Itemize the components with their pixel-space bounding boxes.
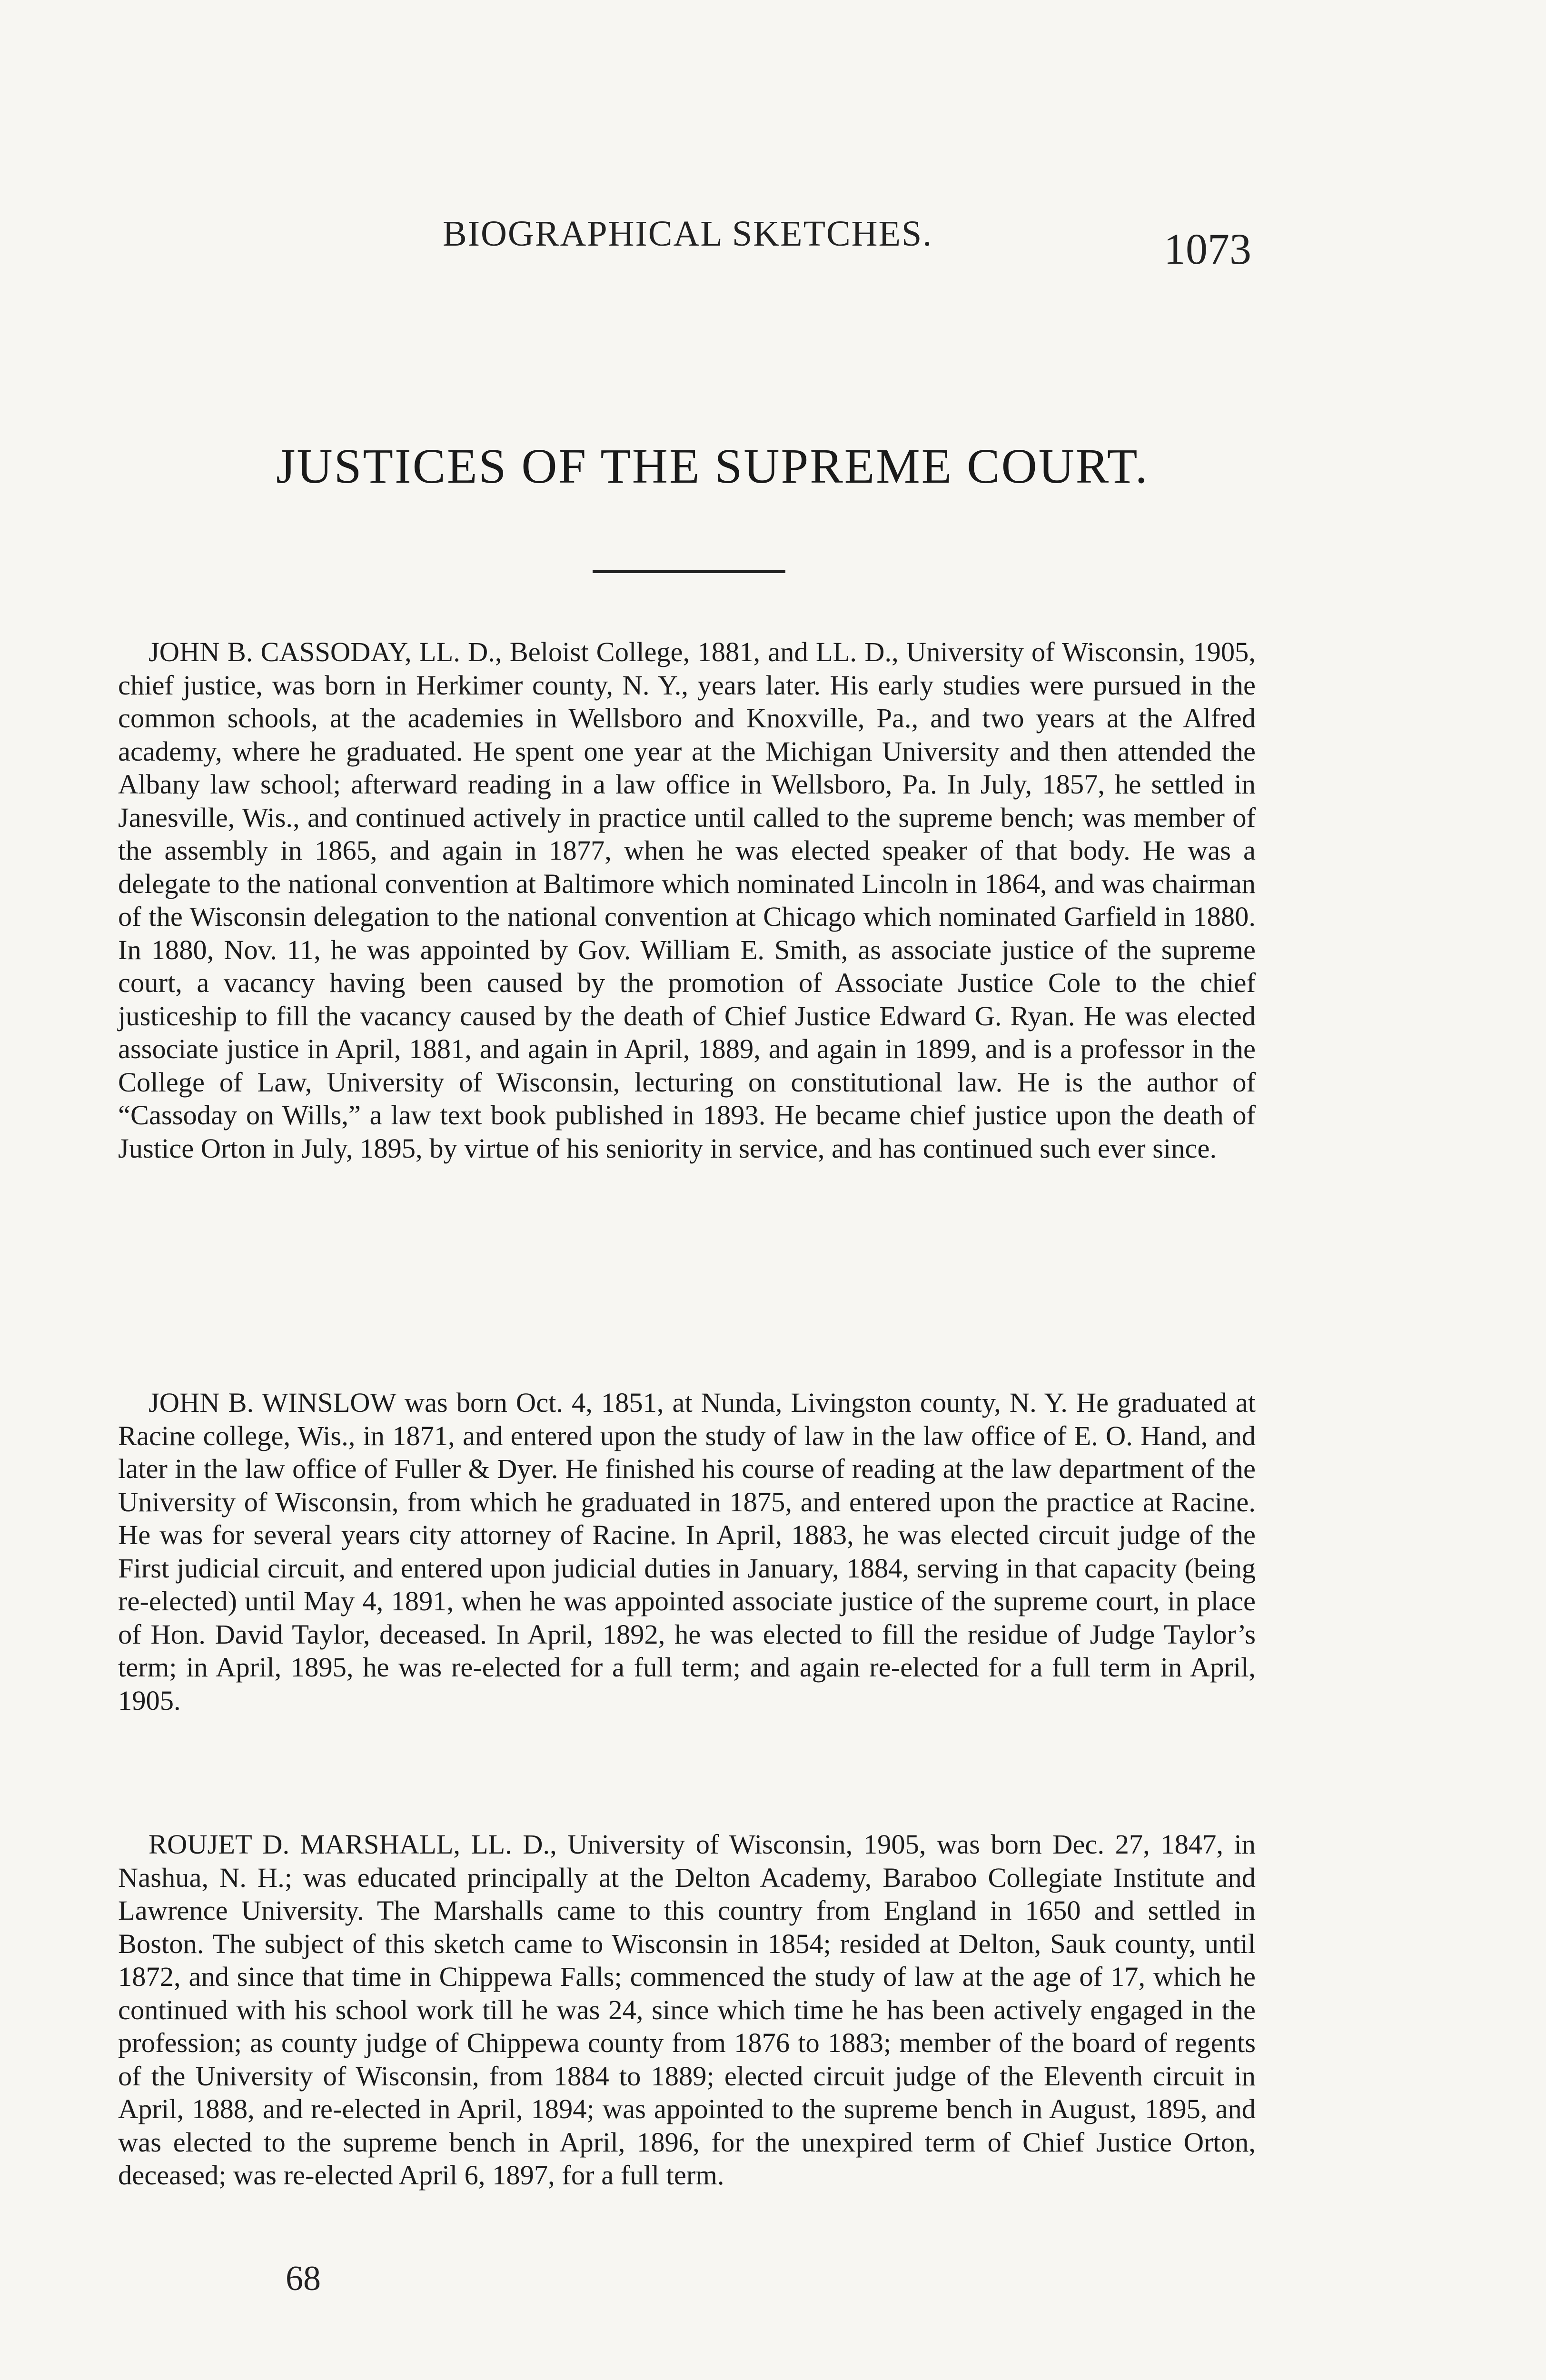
biography-paragraph: JOHN B. WINSLOW was born Oct. 4, 1851, at Nunda, Livingston county, N. Y. He graduated at Racine college, Wis., in 1871, and entered upon the study of law in the law office of E. O. Hand, and later in the law office of Fuller & Dyer. He finished his course of reading at the law department of the University of Wisconsin, from which he graduated in 1875, and entered upon the practice at Racine. He was for several years city attorney of Racine. In April, 1883, he was elected circuit judge of the First judicial circuit, and entered upon judicial duties in January, 1884, serving in that capacity (being re-elected) until May 4, 1891, when he was appointed associate justice of the supreme court, in place of Hon. David Taylor, deceased. In April, 1892, he was elected to fill the residue of Judge Taylor’s term; in April, 1895, he was re-elected for a full term; and again re-elected for a full term in April, 1905. bbox=[118, 1387, 1256, 1716]
biography-paragraph: JOHN B. CASSODAY, LL. D., Beloist College, 1881, and LL. D., University of Wisconsin, 1905, chief justice, was born in Herkimer county, N. Y., years later. His early studies were pursued in the common schools, at the academies in Wellsboro and Knoxville, Pa., and two years at the Alfred academy, where he graduated. He spent one year at the Michigan University and then attended the Albany law school; afterward reading in a law office in Wellsboro, Pa. In July, 1857, he settled in Janesville, Wis., and continued actively in practice until called to the supreme bench; was member of the assembly in 1865, and again in 1877, when he was elected speaker of that body. He was a delegate to the national convention at Baltimore which nominated Lincoln in 1864, and was chairman of the Wisconsin delegation to the national convention at Chicago which nominated Garfield in 1880. In 1880, Nov. 11, he was appointed by Gov. William E. Smith, as associate justice of the supreme court, a vacancy having been caused by the promotion of Associate Justice Cole to the chief justiceship to fill the vacancy caused by the death of Chief Justice Edward G. Ryan. He was elected associate justice in April, 1881, and again in April, 1889, and again in 1899, and is a professor in the College of Law, University of Wisconsin, lecturing on constitutional law. He is the author of “Cassoday on Wills,” a law text book published in 1893. He became chief justice upon the death of Justice Orton in July, 1895, by virtue of his seniority in service, and has continued such ever since. bbox=[118, 636, 1256, 1164]
biography-winslow bbox=[118, 1386, 1256, 1717]
section-title: JUSTICES OF THE SUPREME COURT. bbox=[276, 439, 1149, 494]
biography-cassoday bbox=[118, 635, 1256, 1165]
biography-paragraph: ROUJET D. MARSHALL, LL. D., University of Wisconsin, 1905, was born Dec. 27, 1847, in Nashua, N. H.; was educated principally at the Delton Academy, Baraboo Collegiate Institute and Lawrence University. The Marshalls came to this country from England in 1650 and settled in Boston. The subject of this sketch came to Wisconsin in 1854; resided at Delton, Sauk county, until 1872, and since that time in Chippewa Falls; commenced the study of law at the age of 17, which he continued with his school work till he was 24, since which time he has been actively engaged in the profession; as county judge of Chippewa county from 1876 to 1883; member of the board of regents of the University of Wisconsin, from 1884 to 1889; elected circuit judge of the Eleventh circuit in April, 1888, and re-elected in April, 1894; was appointed to the supreme bench in August, 1895, and was elected to the supreme bench in April, 1896, for the unexpired term of Chief Justice Orton, deceased; was re-elected April 6, 1897, for a full term. bbox=[118, 1829, 1256, 2191]
running-head: BIOGRAPHICAL SKETCHES. bbox=[443, 214, 933, 254]
signature-mark: 68 bbox=[286, 2259, 321, 2298]
biography-marshall bbox=[118, 1828, 1256, 2192]
title-rule-divider bbox=[593, 570, 785, 573]
page-number: 1073 bbox=[1164, 225, 1251, 273]
